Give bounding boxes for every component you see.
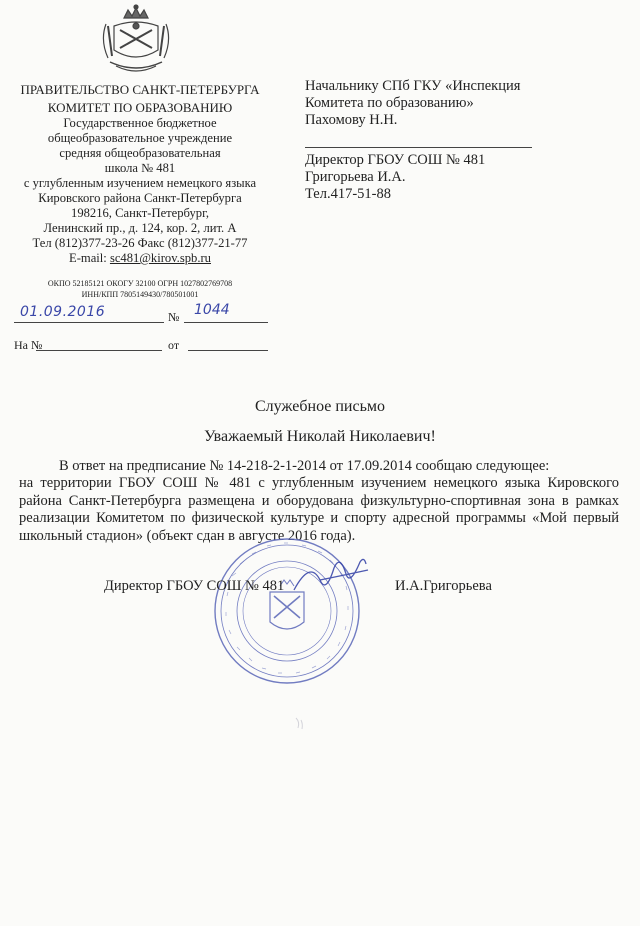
coat-of-arms-icon: [96, 4, 176, 76]
email-label: E-mail:: [69, 251, 110, 265]
outgoing-date-number-row: [14, 302, 274, 326]
reply-label: На №: [14, 338, 43, 352]
letterhead-line: общеобразовательное учреждение: [47, 131, 233, 145]
reply-reference-row: [14, 338, 274, 354]
outgoing-number-handwritten: 1044: [194, 302, 230, 318]
addressee-line: Комитета по образованию»: [305, 95, 474, 111]
letterhead-government: ПРАВИТЕЛЬСТВО САНКТ-ПЕТЕРБУРГА: [20, 82, 260, 97]
letterhead-line: 198216, Санкт-Петербург,: [71, 206, 209, 220]
outgoing-date-handwritten: 01.09.2016: [20, 304, 106, 320]
reply-number-blank: [36, 350, 162, 351]
letterhead-committee: КОМИТЕТ ПО ОБРАЗОВАНИЮ: [47, 100, 233, 115]
sender-line: Григорьева И.А.: [305, 169, 406, 185]
sender-block: [305, 152, 485, 203]
addressee-line: Пахомову Н.Н.: [305, 112, 398, 128]
letterhead-line: Тел (812)377-23-26 Факс (812)377-21-77: [32, 236, 248, 250]
number-sign: №: [168, 310, 180, 324]
date-underline: [14, 322, 164, 323]
paper-blemish: [292, 716, 308, 732]
letter-body-first-line: В ответ на предписание № 14-218-2-1-2014 от 17.09.2014 сообщаю следующее:: [59, 458, 550, 474]
sender-line: Директор ГБОУ СОШ № 481: [305, 152, 486, 168]
registration-codes: [10, 278, 270, 300]
codes-line: ИНН/КПП 7805149430/780501001: [81, 290, 199, 299]
signatory-name: И.А.Григорьева: [395, 578, 492, 594]
letterhead-line: школа № 481: [104, 161, 176, 175]
addressee-separator: [305, 147, 532, 148]
codes-line: ОКПО 52185121 ОКОГУ 32100 ОГРН 1027802769708: [47, 279, 233, 288]
letterhead-line: с углубленным изучением немецкого языка: [23, 176, 257, 190]
email-link[interactable]: sc481@kirov.spb.ru: [109, 251, 211, 265]
handwritten-signature: [290, 550, 370, 600]
reply-date-blank: [188, 350, 268, 351]
letter-body-paragraph: на территории ГБОУ СОШ № 481 с углубленным изучением немецкого языка Кировского района Санкт-Петербурга размещена и оборудована физкультурно-спортивная зона в рамках реализации Комитетом по физической культуре и спорту адресной программы «Мой первый школьный стадион» (объект сдан в августе 2016 года).: [19, 475, 619, 544]
sender-line: Тел.417-51-88: [305, 186, 392, 202]
reply-from-label: от: [168, 338, 180, 352]
letter-salutation: Уважаемый Николай Николаевич!: [204, 428, 436, 445]
signatory-title: Директор ГБОУ СОШ № 481: [104, 578, 285, 594]
addressee-line: Начальнику СПб ГКУ «Инспекция: [305, 78, 521, 94]
addressee-block: [305, 78, 520, 129]
letter-title: Служебное письмо: [254, 398, 386, 415]
letterhead-line: Кировского района Санкт-Петербурга: [38, 191, 242, 205]
letterhead-line: Ленинский пр., д. 124, кор. 2, лит. А: [43, 221, 237, 235]
letterhead-email-row: [10, 251, 270, 266]
letterhead-school-details: [10, 116, 270, 266]
letter-body: [19, 458, 619, 545]
letterhead-line: Государственное бюджетное: [63, 116, 217, 130]
number-underline: [184, 322, 268, 323]
letterhead-line: средняя общеобразовательная: [59, 146, 221, 160]
